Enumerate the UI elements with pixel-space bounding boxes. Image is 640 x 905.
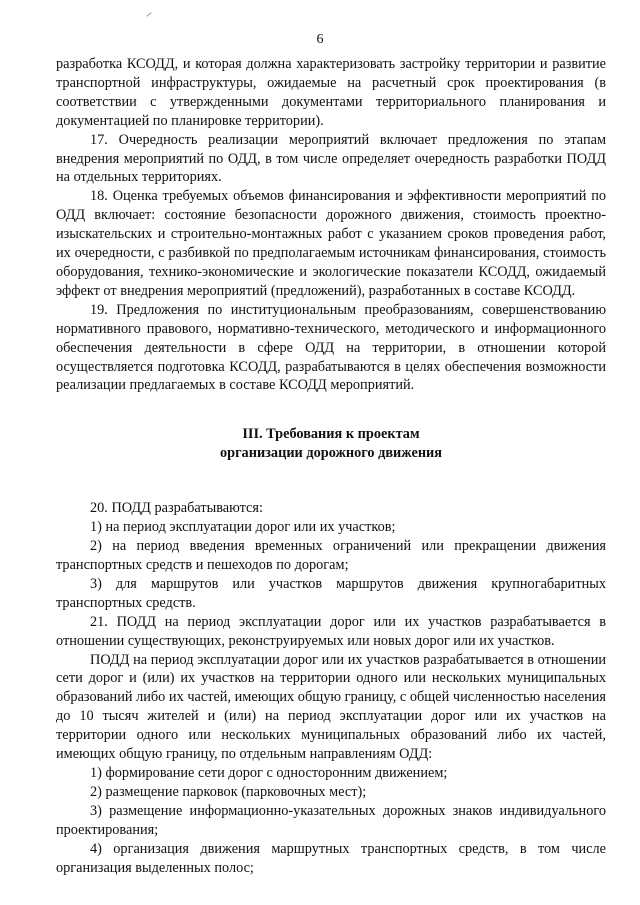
section-heading-line2: организации дорожного движения <box>219 445 443 462</box>
section-heading-line1: III. Требования к проектам <box>242 426 420 443</box>
document-body <box>56 55 606 877</box>
paragraph-19: 19. Предложения по институциональным преобразованиям, совершенствованию нормативного правового, нормативно-технического, методического и информационного обеспечения деятельности в сфере ОДД на территории, в отношении которой осуществляется подготовка КСОДД, разрабатываются в целях обеспечения возможности реализации предлагаемых в составе КСОДД мероприятий. <box>56 301 606 394</box>
section-heading <box>56 425 606 463</box>
paragraph-17: 17. Очередность реализации мероприятий включает предложения по этапам внедрения мероприятий по ОДД, в том числе определяет очередность разработки ПОДД на отдельных территориях. <box>56 131 606 186</box>
page-number: 6 <box>316 32 324 47</box>
list-item-20-2: 2) на период введения временных ограничений или прекращении движения транспортных средств и пешеходов по дорогам; <box>56 538 606 574</box>
paragraph-21: 21. ПОДД на период эксплуатации дорог или их участков разрабатывается в отношении существующих, реконструируемых или новых дорог или их участков. <box>56 613 606 649</box>
list-item-20-1: 1) на период эксплуатации дорог или их участков; <box>90 519 396 536</box>
list-item-21-2: 2) размещение парковок (парковочных мест); <box>90 783 367 800</box>
paragraph-18: 18. Оценка требуемых объемов финансирования и эффективности мероприятий по ОДД включает: состояние безопасности дорожного движения, стоимость проектно-изыскательских и строительно-монтажных работ с указанием сроков проведения работ, их очередности, с разбивкой по предполагаемым источникам финансирования, стоимость оборудования, технико-экономические и экологические показатели КСОДД, ожидаемый эффект от внедрения мероприятий (предложений), разработанных в составе КСОДД. <box>56 188 606 299</box>
list-item-20-3: 3) для маршрутов или участков маршрутов движения крупногабаритных транспортных средств. <box>56 575 606 611</box>
paragraph-continuation: разработка КСОДД, и которая должна характеризовать застройку территории и развитие транспортной инфраструктуры, ожидаемые на расчетный срок проектирования (в соответствии с утвержденными документами территориального планирования и документацией по планировке территории). <box>56 56 606 129</box>
list-item-21-4: 4) организация движения маршрутных транспортных средств, в том числе организация выделенных полос; <box>56 840 606 876</box>
scan-mark <box>146 12 151 17</box>
paragraph-20: 20. ПОДД разрабатываются: <box>90 500 263 517</box>
list-item-21-1: 1) формирование сети дорог с односторонним движением; <box>90 765 448 781</box>
paragraph-21-continued: ПОДД на период эксплуатации дорог или их участков разрабатывается в отношении сети дорог и (или) их участков на территории одного или нескольких муниципальных образований либо их частей, имеющих общую границу, с общей численностью населения до 10 тысяч жителей и (или) на период эксплуатации дорог или их участков на территории одного или нескольких муниципальных образований либо их частей, имеющих общую границу, по отдельным направлениям ОДД: <box>56 651 606 763</box>
list-item-21-3: 3) размещение информационно-указательных дорожных знаков индивидуального проектирования; <box>56 802 606 838</box>
